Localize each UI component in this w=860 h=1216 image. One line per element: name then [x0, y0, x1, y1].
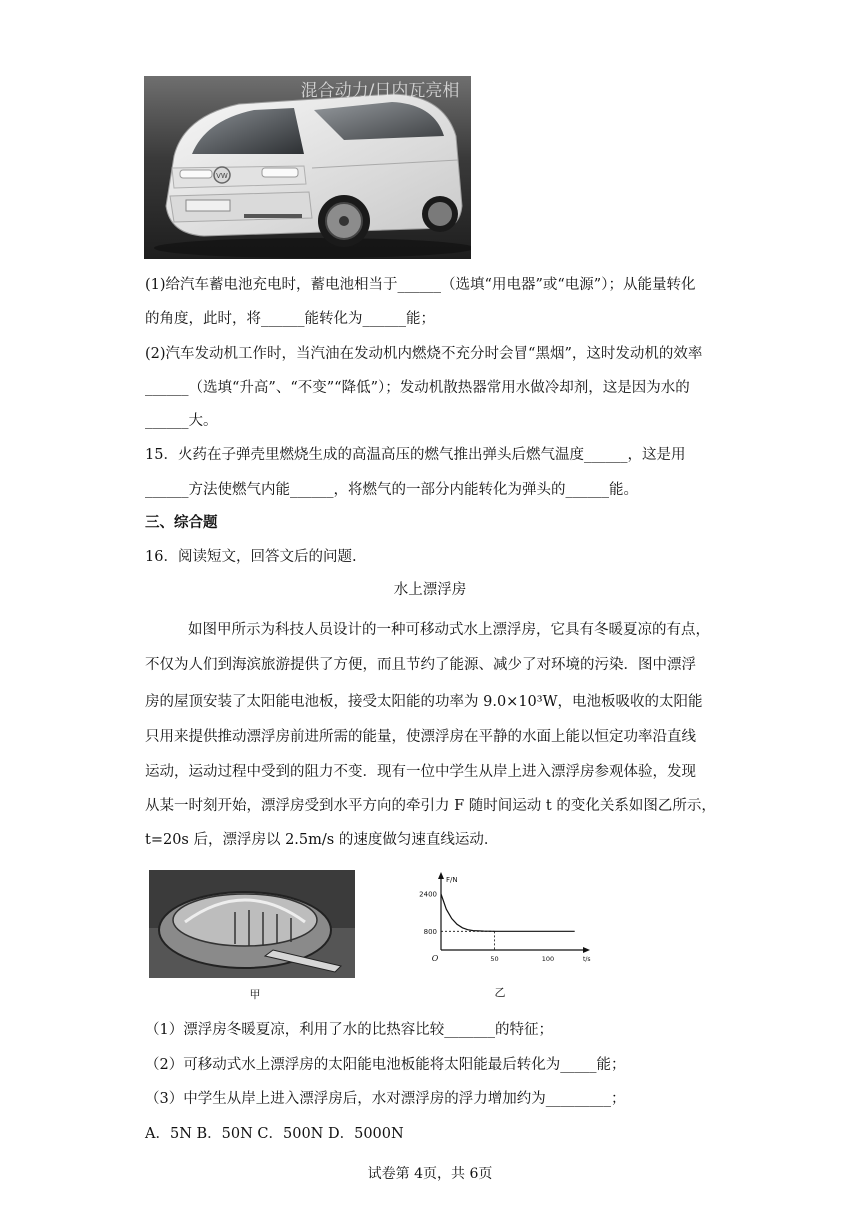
x-axis-arrow: [583, 947, 590, 953]
article-para-line: 不仅为人们到海滨旅游提供了方便，而且节约了能源、减少了对环境的污染．图中漂浮: [145, 657, 696, 673]
figure-yi-label: 乙: [494, 986, 506, 998]
y-tick-label: 800: [423, 927, 437, 936]
section-heading: 三、综合题: [145, 514, 218, 531]
q16-sub3: （3）中学生从岸上进入漂浮房后，水对漂浮房的浮力增加约为_________；: [145, 1091, 626, 1107]
article-para-line: 运动，运动过程中受到的阻力不变．现有一位中学生从岸上进入漂浮房参观体验，发现: [145, 764, 696, 780]
figure-jia-label: 甲: [249, 988, 261, 1001]
article-para-line: t=20s 后，漂浮房以 2.5m/s 的速度做匀速直线运动．: [145, 832, 499, 848]
car-photo: [144, 76, 471, 259]
q16-intro: 16．阅读短文，回答文后的问题.: [145, 549, 357, 565]
x-axis-label: t/s: [583, 956, 591, 963]
series-line-f: [441, 894, 575, 931]
q14-part2-line3: ______大。: [145, 413, 218, 429]
q16-sub1: （1）漂浮房冬暖夏凉，利用了水的比热容比较_______的特征；: [145, 1022, 553, 1038]
article-para-line: 只用来提供推动漂浮房前进所需的能量，使漂浮房在平静的水面上能以恒定功率沿直线: [145, 729, 696, 745]
q16-options: A．5N B．50N C．500N D．5000N: [145, 1126, 404, 1142]
q15-line1: 15．火药在子弹壳里燃烧生成的高温高压的燃气推出弹头后燃气温度______，这是用: [145, 447, 686, 463]
y-axis-arrow: [438, 872, 444, 879]
article-para-line: 房的屋顶安装了太阳能电池板，接受太阳能的功率为 9.0×10³W，电池板吸收的太阳能: [145, 694, 703, 710]
f-t-chart: [400, 868, 600, 998]
y-tick-label: 2400: [419, 890, 437, 899]
figure-yi: [400, 868, 600, 998]
q16-sub2: （2）可移动式水上漂浮房的太阳能电池板能将太阳能最后转化为_____能；: [145, 1057, 626, 1073]
article-para-line: 如图甲所示为科技人员设计的一种可移动式水上漂浮房，它具有冬暖夏凉的有点，: [188, 622, 710, 638]
page-footer: 试卷第 4页，共 6页: [367, 1166, 493, 1182]
article-title: 水上漂浮房: [393, 582, 467, 598]
floating-house-photo: [145, 868, 357, 1002]
x-tick-label: 100: [541, 955, 555, 963]
article-para-line: 从某一时刻开始，漂浮房受到水平方向的牵引力 F 随时间运动 t 的变化关系如图乙所示，: [145, 798, 716, 814]
x-tick-label: 50: [490, 955, 499, 963]
q14-part2-line1: (2)汽车发动机工作时，当汽油在发动机内燃烧不充分时会冒“黑烟”，这时发动机的效率: [145, 346, 703, 362]
y-axis-label: F/N: [446, 876, 458, 884]
q14-part1-line2: 的角度，此时，将______能转化为______能；: [145, 311, 435, 327]
car-watermark: 混合动力/日内瓦亮相: [300, 81, 460, 101]
figure-jia: [145, 868, 357, 1002]
car-logo: VW: [216, 172, 228, 180]
q14-part1-line1: (1)给汽车蓄电池充电时，蓄电池相当于______（选填“用电器”或“电源”）；从能量转化: [145, 277, 696, 293]
q14-part2-line2: ______（选填“升高”、“不变”“降低”）；发动机散热器常用水做冷却剂，这是因为水的: [145, 380, 690, 396]
origin-label: O: [431, 954, 439, 963]
car-illustration: [144, 76, 471, 259]
q15-line2: ______方法使燃气内能______，将燃气的一部分内能转化为弹头的______能。: [145, 482, 638, 498]
